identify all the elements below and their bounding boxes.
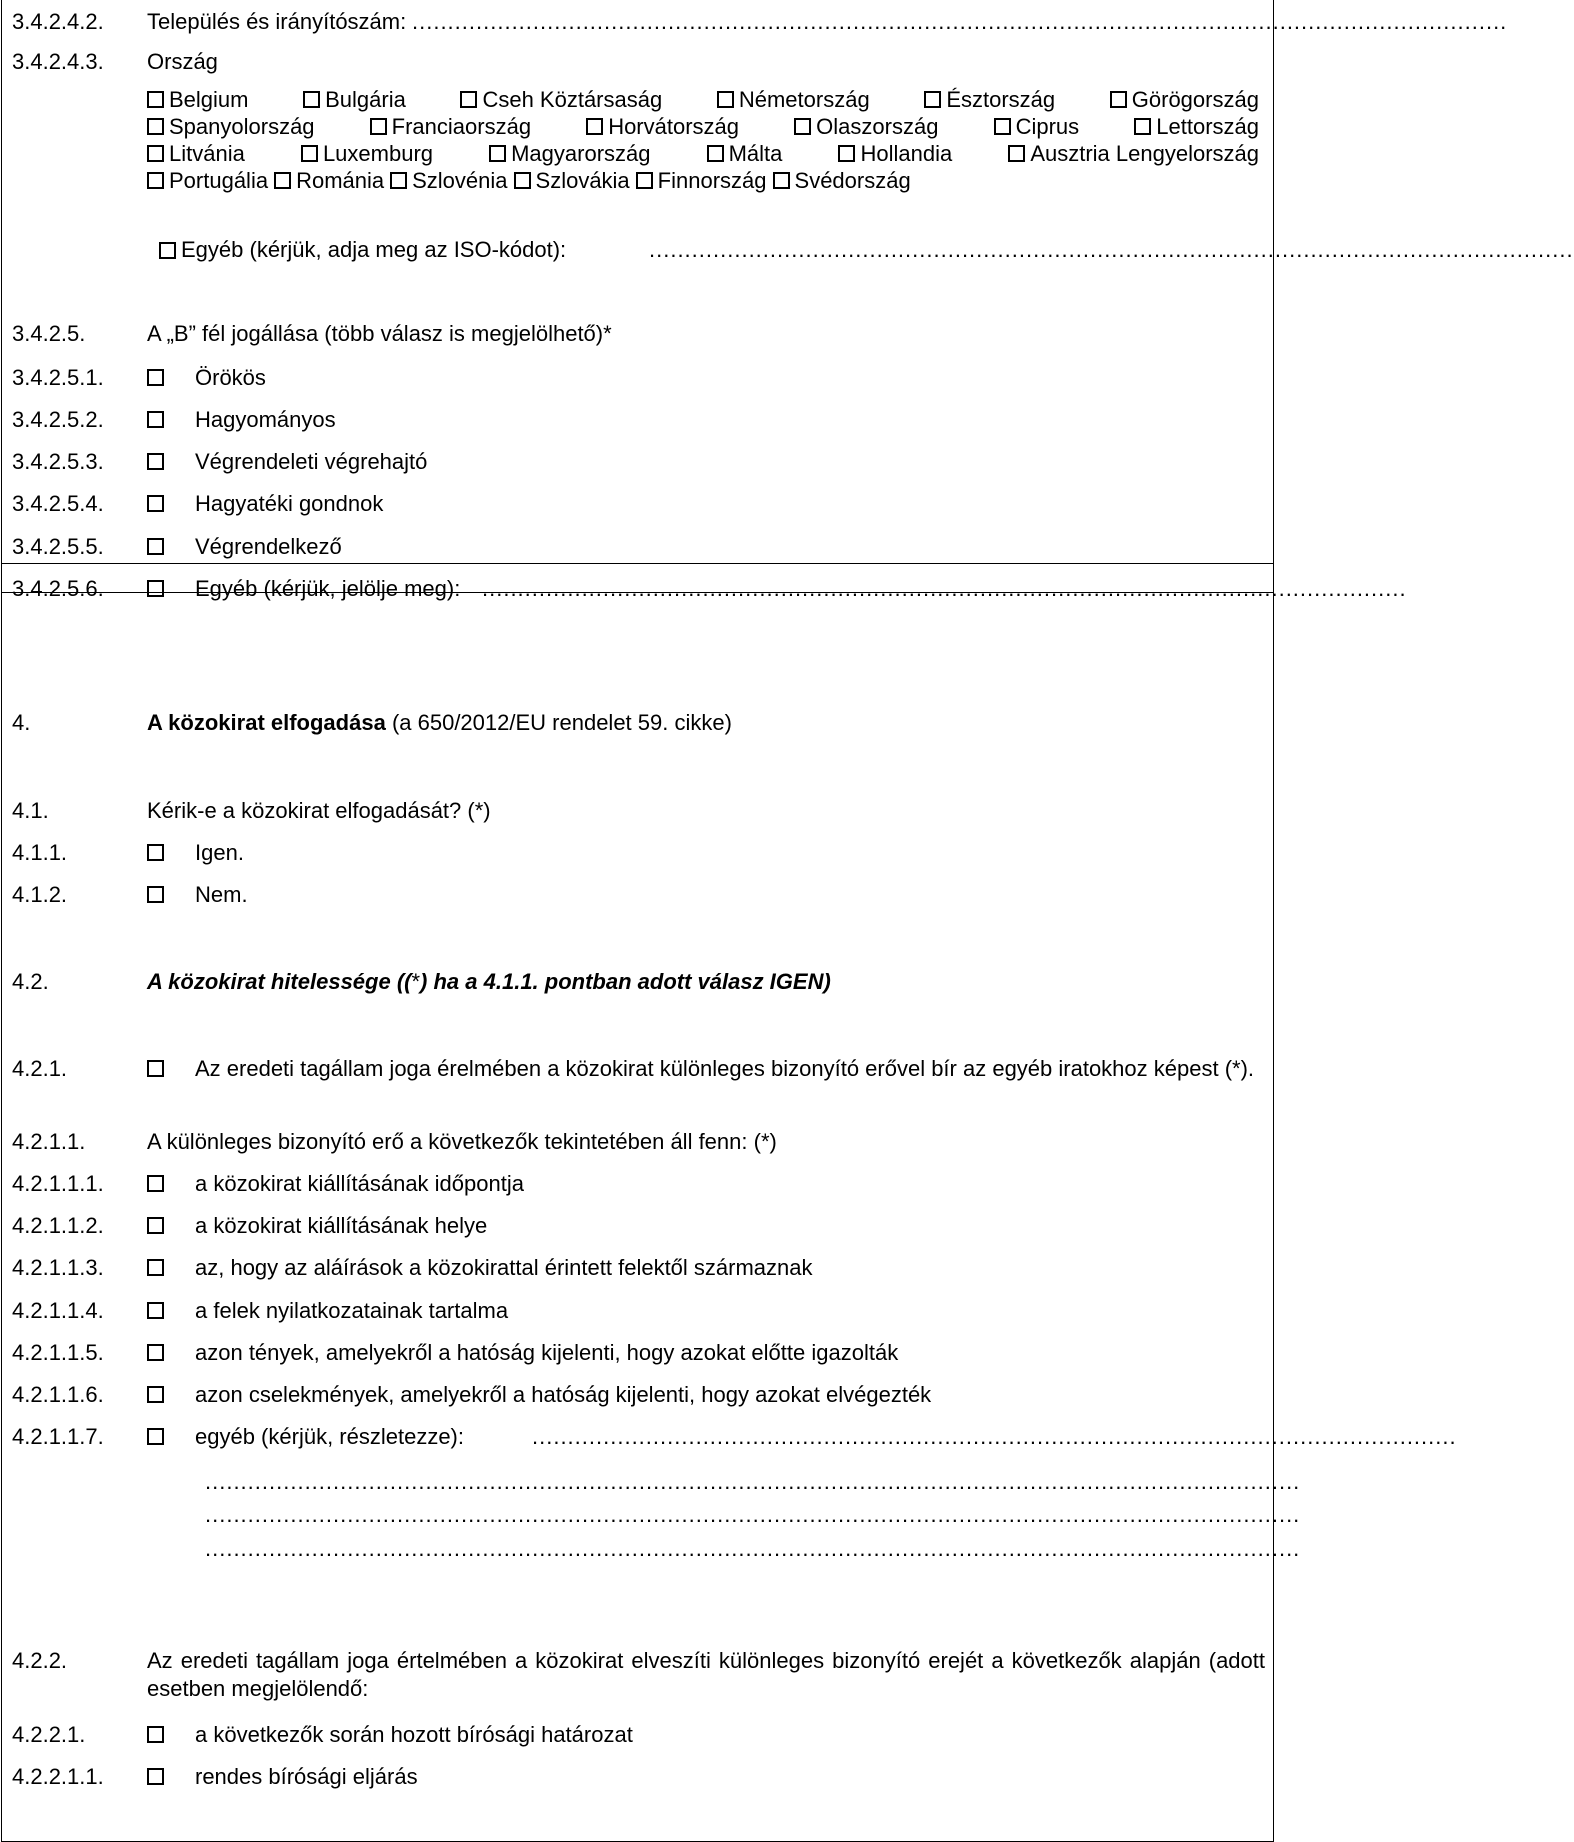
item-number: 4.1.2. (12, 882, 68, 907)
checkbox[interactable] (147, 538, 164, 555)
answer-dotted-line[interactable]: .......................................................................................................................................................... (205, 1502, 1301, 1527)
section-3-frame (1, 0, 1574, 564)
checkbox[interactable] (147, 411, 164, 428)
evidence-item (12, 1254, 1265, 1282)
item-number: 4.1.1. (12, 840, 68, 865)
checkbox[interactable] (147, 580, 164, 597)
answer-dotted-line[interactable]: .................................................................................................................................. (532, 1424, 1457, 1449)
checkbox[interactable] (147, 1344, 164, 1361)
checkbox[interactable] (147, 1726, 164, 1743)
country-line-1 (147, 86, 1259, 113)
country-option[interactable]: Ciprus (994, 113, 1080, 140)
question-4-2-2-1 (12, 1721, 1265, 1749)
item-label: a felek nyilatkozatainak tartalma (195, 1298, 509, 1323)
country-option[interactable]: Litvánia (147, 140, 245, 167)
other-country-label: Egyéb (kérjük, adja meg az ISO-kódot): (181, 237, 567, 262)
country-option[interactable]: Németország (717, 86, 870, 113)
item-number: 3.4.2.5.4. (12, 491, 104, 516)
item-number: 4.2.1.1.2. (12, 1213, 104, 1238)
country-line-3 (147, 140, 1259, 167)
checkbox[interactable] (390, 172, 407, 189)
checkbox[interactable] (147, 1175, 164, 1192)
checkbox[interactable] (147, 145, 164, 162)
checkbox[interactable] (717, 91, 734, 108)
country-option[interactable]: Ausztria Lengyelország (1008, 140, 1259, 167)
country-option[interactable]: Belgium (147, 86, 248, 113)
country-option[interactable]: Olaszország (794, 113, 938, 140)
settlement-postcode-row (12, 8, 1508, 36)
item-number: 4.2.1.1. (12, 1129, 86, 1154)
checkbox[interactable] (147, 1060, 164, 1077)
item-label: azon tények, amelyekről a hatóság kijelenti, hogy azokat előtte igazolták (195, 1340, 899, 1365)
checkbox[interactable] (636, 172, 653, 189)
item-label: Igen. (195, 840, 244, 865)
section-number: 4. (12, 710, 31, 735)
item-number: 4.2. (12, 969, 49, 994)
country-option[interactable]: Szlovákia (514, 167, 630, 194)
item-label: Végrendeleti végrehajtó (195, 449, 428, 474)
evidence-item (12, 1170, 1265, 1198)
country-option[interactable]: Bulgária (303, 86, 406, 113)
evidence-item (12, 1339, 1265, 1367)
checkbox[interactable] (586, 118, 603, 135)
checkbox[interactable] (773, 172, 790, 189)
item-number: 3.4.2.4.3. (12, 49, 104, 74)
item-number: 4.2.1.1.3. (12, 1255, 104, 1280)
item-label: Település és irányítószám: (147, 9, 407, 34)
country-option[interactable]: Spanyolország (147, 113, 315, 140)
checkbox[interactable] (147, 1217, 164, 1234)
country-option[interactable]: Málta (707, 140, 783, 167)
item-label: A „B” fél jogállása (több válasz is megjelölhető)* (147, 321, 612, 346)
country-option[interactable]: Luxemburg (301, 140, 433, 167)
item-label: Hagyományos (195, 407, 336, 432)
checkbox[interactable] (1110, 91, 1127, 108)
country-option[interactable]: Cseh Köztársaság (460, 86, 662, 113)
item-label: Kérik-e a közokirat elfogadását? (*) (147, 798, 491, 823)
item-label: Egyéb (kérjük, jelölje meg): (195, 576, 461, 601)
option-no (12, 881, 1265, 909)
item-label: az, hogy az aláírások a közokirattal érintett felektől származnak (195, 1255, 813, 1280)
evidence-item (12, 1212, 1265, 1240)
checkbox[interactable] (147, 172, 164, 189)
country-option[interactable]: Portugália (147, 167, 268, 194)
item-label: Örökös (195, 365, 266, 390)
item-number: 3.4.2.5.5. (12, 534, 104, 559)
question-4-2 (12, 968, 1265, 996)
evidence-item (12, 1297, 1265, 1325)
section-title (147, 709, 732, 737)
checkbox[interactable] (147, 1768, 164, 1785)
party-b-status-heading (12, 320, 1265, 348)
checkbox[interactable] (994, 118, 1011, 135)
country-line-2 (147, 113, 1259, 140)
item-number: 4.2.1.1.6. (12, 1382, 104, 1407)
item-label: A különleges bizonyító erő a következők tekintetében áll fenn: (*) (147, 1129, 777, 1154)
status-item (12, 406, 1265, 434)
item-label: a közokirat kiállításának helye (195, 1213, 488, 1238)
checkbox[interactable] (838, 145, 855, 162)
question-4-2-1-1 (12, 1128, 1265, 1156)
question-4-2-2 (12, 1647, 1265, 1703)
checkbox[interactable] (924, 91, 941, 108)
answer-dotted-line[interactable]: .................................................................................................................................. (649, 237, 1574, 262)
checkbox[interactable] (301, 145, 318, 162)
checkbox[interactable] (1008, 145, 1025, 162)
checkbox[interactable] (147, 118, 164, 135)
status-item (12, 448, 1265, 476)
item-number: 3.4.2.5.3. (12, 449, 104, 474)
checkbox[interactable] (147, 495, 164, 512)
checkbox[interactable] (707, 145, 724, 162)
country-row (12, 48, 1265, 76)
checkbox[interactable] (147, 369, 164, 386)
item-number: 4.2.2.1. (12, 1722, 86, 1747)
country-option[interactable]: Hollandia (838, 140, 952, 167)
status-item (12, 364, 1265, 392)
checkbox[interactable] (489, 145, 506, 162)
checkbox[interactable] (147, 1302, 164, 1319)
country-option[interactable]: Finnország (636, 167, 767, 194)
item-number: 3.4.2.5.6. (12, 576, 104, 601)
country-option[interactable]: Svédország (773, 167, 911, 194)
item-number: 4.2.1.1.7. (12, 1424, 104, 1449)
question-4-1 (12, 797, 1265, 825)
question-4-2-1 (12, 1055, 1265, 1111)
answer-dotted-line[interactable]: .......................................................................................................................................................... (205, 1469, 1301, 1494)
item-number: 4.2.1.1.5. (12, 1340, 104, 1365)
answer-dotted-line[interactable]: .......................................................................................................................................................... (412, 9, 1508, 34)
country-option[interactable]: Lettország (1134, 113, 1259, 140)
item-label: Ország (147, 49, 218, 74)
item-number: 4.2.1.1.1. (12, 1171, 104, 1196)
country-option[interactable]: Franciaország (370, 113, 531, 140)
section-4-heading (12, 709, 1265, 737)
status-item-other (12, 575, 1407, 603)
checkbox[interactable] (147, 453, 164, 470)
section-title-bold: A közokirat elfogadása (147, 710, 386, 735)
other-country-row (159, 236, 1574, 264)
item-label: a közokirat kiállításának időpontja (195, 1171, 524, 1196)
status-item (12, 533, 1265, 561)
item-label: azon cselekmények, amelyekről a hatóság kijelenti, hogy azokat elvégezték (195, 1382, 932, 1407)
checkbox[interactable] (147, 1386, 164, 1403)
checkbox[interactable] (147, 886, 164, 903)
item-number: 4.2.1. (12, 1056, 68, 1081)
item-number: 4.2.2. (12, 1648, 68, 1673)
evidence-item-other (12, 1423, 1457, 1451)
item-label: Hagyatéki gondnok (195, 491, 384, 516)
item-label: rendes bírósági eljárás (195, 1764, 418, 1789)
item-number: 3.4.2.5.1. (12, 365, 104, 390)
question-4-2-2-1-1 (12, 1763, 1265, 1791)
country-option[interactable]: Szlovénia (390, 167, 507, 194)
checkbox[interactable] (1134, 118, 1151, 135)
item-label: Az eredeti tagállam joga értelmében a közokirat elveszíti különleges bizonyító erejét a következők alapján (adott esetben megjelölendő: (147, 1648, 1265, 1701)
item-label: Végrendelkező (195, 534, 342, 559)
checkbox[interactable] (159, 242, 176, 259)
item-label: a következők során hozott bírósági határozat (195, 1722, 633, 1747)
country-line-4 (147, 167, 1259, 194)
country-option[interactable]: Észtország (924, 86, 1055, 113)
item-number: 3.4.2.5. (12, 321, 86, 346)
item-label: A közokirat hitelessége ((*) ha a 4.1.1. pontban adott válasz IGEN) (147, 969, 831, 994)
answer-dotted-line[interactable]: .................................................................................................................................. (482, 576, 1407, 601)
item-number: 4.2.1.1.4. (12, 1298, 104, 1323)
checkbox[interactable] (274, 172, 291, 189)
country-option[interactable]: Románia (274, 167, 384, 194)
answer-dotted-line[interactable]: .......................................................................................................................................................... (205, 1536, 1301, 1561)
item-number: 4.2.2.1.1. (12, 1764, 104, 1789)
checkbox[interactable] (147, 844, 164, 861)
item-label: Nem. (195, 882, 248, 907)
item-number: 3.4.2.5.2. (12, 407, 104, 432)
item-label: Az eredeti tagállam joga érelmében a közokirat különleges bizonyító erővel bír az egyéb iratokhoz képest (*). (195, 1056, 1255, 1081)
checkbox[interactable] (514, 172, 531, 189)
checkbox[interactable] (147, 1259, 164, 1276)
checkbox[interactable] (147, 91, 164, 108)
checkbox[interactable] (794, 118, 811, 135)
checkbox[interactable] (370, 118, 387, 135)
other-country-option[interactable] (159, 236, 566, 264)
evidence-item (12, 1381, 1265, 1409)
checkbox[interactable] (303, 91, 320, 108)
country-option[interactable]: Horvátország (586, 113, 739, 140)
checkbox[interactable] (147, 1428, 164, 1445)
item-number: 4.1. (12, 798, 49, 823)
item-label: egyéb (kérjük, részletezze): (195, 1424, 464, 1449)
section-title-rest: (a 650/2012/EU rendelet 59. cikke) (391, 710, 732, 735)
item-number: 3.4.2.4.2. (12, 9, 104, 34)
checkbox[interactable] (460, 91, 477, 108)
country-checkbox-list (147, 86, 1259, 194)
country-option[interactable]: Görögország (1110, 86, 1259, 113)
country-option[interactable]: Magyarország (489, 140, 650, 167)
status-item (12, 490, 1265, 518)
option-yes (12, 839, 1265, 867)
